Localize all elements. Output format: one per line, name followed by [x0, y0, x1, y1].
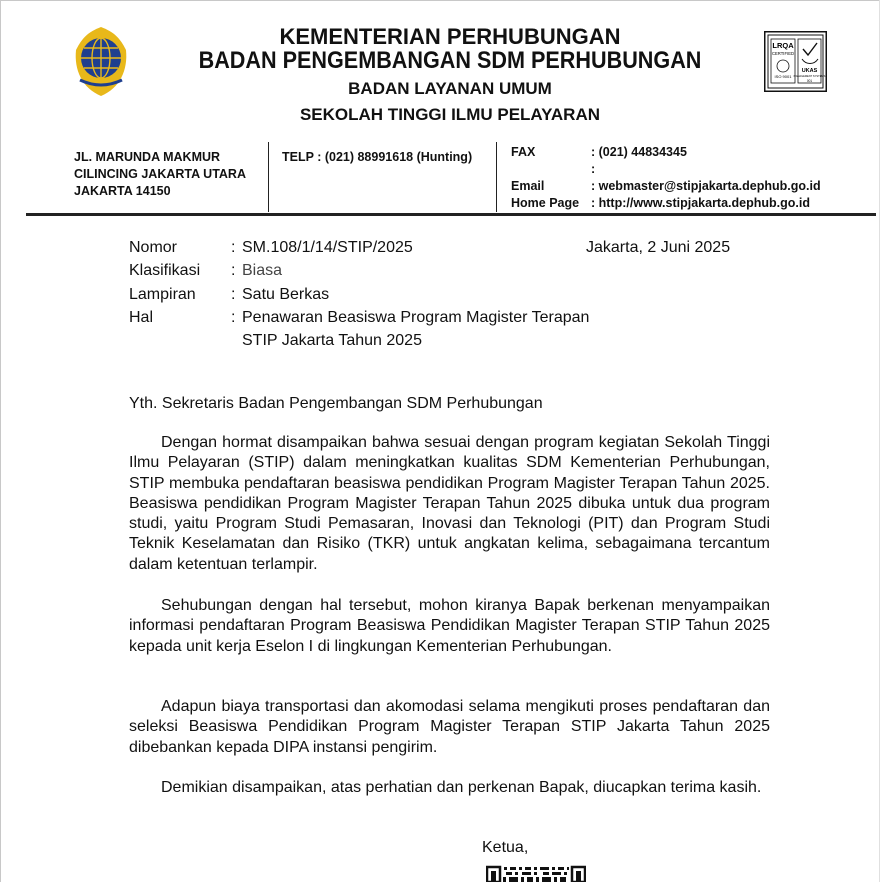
hal-label: Hal: [129, 309, 154, 326]
paragraph-1: Dengan hormat disampaikan bahwa sesuai dengan program kegiatan Sekolah Tinggi Ilmu Pelayaran (STIP) dalam meningkatkan kualitas SDM Kementerian Perhubungan, STIP membuka pendaftaran beasiswa pendidikan Program Magister Terapan Tahun 2025. Beasiswa pendidikan Program Magister Terapan Tahun 2025 dibuka untuk dua program studi, yaitu Program Studi Pemasaran, Inovasi dan Teknologi (PIT) dan Program Studi Teknik Keselamatan dan Risiko (TKR) untuk angkatan kelima, sebagaimana tercantum dalam ketentuan terlampir.: [129, 434, 770, 573]
homepage-value[interactable]: : http://www.stipjakarta.dephub.go.id: [591, 196, 810, 210]
svg-text:UKAS: UKAS: [801, 68, 818, 74]
hal-value-line-2: STIP Jakarta Tahun 2025: [242, 332, 422, 349]
nomor-colon: :: [231, 239, 236, 256]
blank-colon: :: [591, 162, 596, 176]
svg-text:LRQA: LRQA: [772, 41, 794, 50]
klasifikasi-label: Klasifikasi: [129, 262, 201, 279]
fax-value: : (021) 44834345: [591, 145, 687, 159]
qr-signature-code: [486, 865, 586, 882]
lrqa-certification-badge: [764, 31, 827, 92]
address-line-1: JL. MARUNDA MAKMUR: [74, 150, 221, 164]
svg-text:ISO 9001: ISO 9001: [774, 74, 792, 79]
blank-label: [511, 161, 579, 178]
ministry-logo: [70, 24, 132, 98]
letter-date: Jakarta, 2 Juni 2025: [586, 239, 731, 256]
klasifikasi-value: Biasa: [242, 262, 283, 279]
fax-label: FAX: [511, 145, 536, 159]
nomor-value: SM.108/1/14/STIP/2025: [242, 239, 413, 256]
contact-values: [591, 144, 821, 212]
svg-text:MANAGEMENT SYSTEMS: MANAGEMENT SYSTEMS: [793, 75, 826, 78]
email-label: Email: [511, 179, 545, 193]
hal-value-line-1: Penawaran Beasiswa Program Magister Terapan: [242, 309, 590, 326]
page-edge-top: [0, 0, 880, 1]
letterhead-agency: BADAN PENGEMBANGAN SDM PERHUBUNGAN: [198, 47, 702, 74]
letterhead-school: SEKOLAH TINGGI ILMU PELAYARAN: [299, 105, 601, 124]
paragraph-4: Demikian disampaikan, atas perhatian dan perkenan Bapak, diucapkan terima kasih.: [161, 779, 762, 796]
contact-divider-1: [268, 142, 269, 212]
address-line-3: JAKARTA 14150: [74, 184, 171, 198]
svg-text:CERTIFIED: CERTIFIED: [771, 51, 795, 56]
paragraph-2: Sehubungan dengan hal tersebut, mohon kiranya Bapak berkenan menyampaikan informasi pendaftaran Program Beasiswa Pendidikan Magister Terapan STIP Tahun 2025 kepada unit kerja Eselon I di lingkungan Kementerian Perhubungan.: [129, 597, 770, 655]
hal-colon: :: [231, 309, 236, 326]
lampiran-colon: :: [231, 286, 236, 303]
letterhead-unit: BADAN LAYANAN UMUM: [348, 79, 552, 98]
email-value[interactable]: : webmaster@stipjakarta.dephub.go.id: [591, 179, 821, 193]
address-line-2: CILINCING JAKARTA UTARA: [74, 167, 246, 181]
letterhead-rule: [26, 213, 876, 216]
homepage-label: Home Page: [511, 196, 580, 210]
addressee: Yth. Sekretaris Badan Pengembangan SDM Perhubungan: [129, 395, 543, 412]
page-edge-left: [0, 0, 1, 882]
paragraph-3: Adapun biaya transportasi dan akomodasi selama mengikuti proses pendaftaran dan seleksi Beasiswa Pendidikan Program Magister Terapan STIP Jakarta Tahun 2025 dibebankan kepada DIPA instansi pengirim.: [129, 698, 770, 756]
contact-divider-2: [496, 142, 497, 212]
signatory-title: Ketua,: [482, 839, 529, 856]
lampiran-label: Lampiran: [129, 286, 196, 303]
telephone: TELP : (021) 88991618 (Hunting): [282, 150, 473, 164]
lampiran-value: Satu Berkas: [242, 286, 330, 303]
school-address: [74, 149, 246, 200]
nomor-label: Nomor: [129, 239, 178, 256]
letterhead-ministry: KEMENTERIAN PERHUBUNGAN: [279, 24, 621, 49]
klasifikasi-colon: :: [231, 262, 236, 279]
svg-text:001: 001: [806, 79, 813, 83]
contact-labels: [511, 144, 579, 212]
